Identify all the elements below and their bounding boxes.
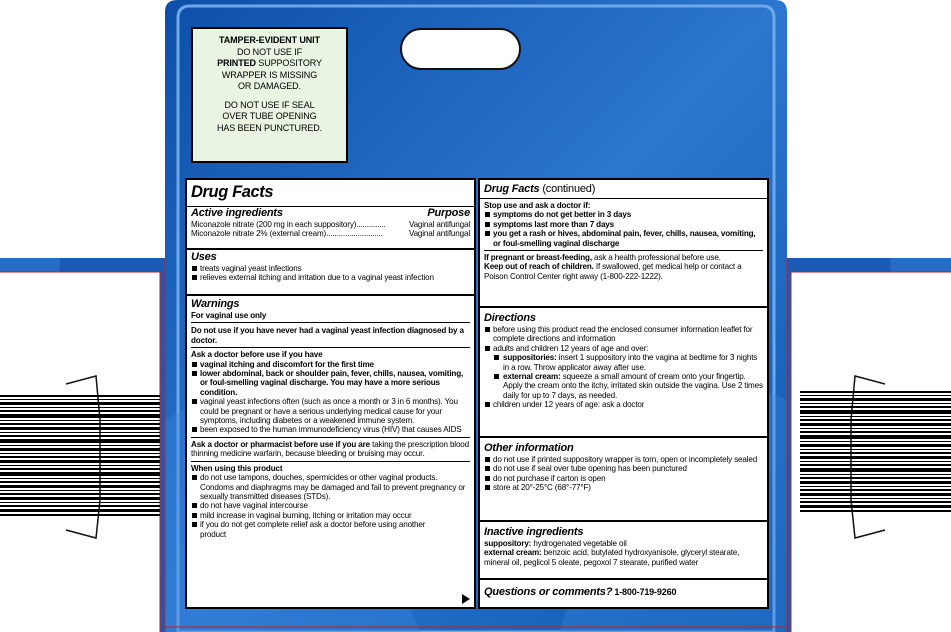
tamper-line: DO NOT USE IF SEAL xyxy=(224,99,315,110)
active-ingredients-heading: Active ingredients xyxy=(191,207,283,219)
tamper-line: DO NOT USE IF xyxy=(236,46,303,57)
active-ingredient-row: Miconazole nitrate 2% (external cream) ........................... Vaginal antifungal xyxy=(191,229,470,239)
continued-label: (continued) xyxy=(542,183,596,195)
tamper-line: HAS BEEN PUNCTURED. xyxy=(216,122,323,133)
stop-use-item: symptoms do not get better in 3 days xyxy=(484,210,763,219)
active-ingredients-section xyxy=(187,206,474,239)
drug-facts-continued-header xyxy=(480,180,767,196)
tamper-title: TAMPER-EVIDENT UNIT xyxy=(219,35,320,45)
inactive-ingredients-section xyxy=(480,520,767,567)
stop-use-item: symptoms last more than 7 days xyxy=(484,220,763,229)
drug-facts-continued-title: Drug Facts xyxy=(484,183,540,195)
active-ingredient-row: Miconazole nitrate (200 mg in each suppository) .............. Vaginal antifungal xyxy=(191,220,470,229)
pregnant-text: If pregnant or breast-feeding, ask a health professional before use. xyxy=(484,253,721,263)
directions-heading: Directions xyxy=(484,312,536,324)
uses-item: treats vaginal yeast infections xyxy=(191,264,470,273)
drug-facts-header xyxy=(187,180,474,207)
other-info-item: do not use if printed suppository wrapper is torn, open or incompletely sealed xyxy=(484,455,763,464)
tamper-line: OVER TUBE OPENING xyxy=(222,111,317,121)
when-using-item: do not use tampons, douches, spermicides or other vaginal products. Condoms and diaphragms may be damaged and fail to prevent pregnancy or sexually transmitted diseases (STDs). xyxy=(191,473,470,501)
inactive-cream: external cream: benzoic acid, butylated hydroxyanisole, glyceryl stearate, mineral oil, peglicol 5 oleate, pegoxol 7 stearate, purified water xyxy=(484,548,740,567)
other-info-item: do not purchase if carton is open xyxy=(484,474,763,483)
uses-heading: Uses xyxy=(191,251,217,263)
warnings-section xyxy=(187,294,474,539)
tamper-line: WRAPPER IS MISSING xyxy=(221,69,318,80)
do-not-use-text: Do not use if you have never had a vaginal yeast infection diagnosed by a doctor. xyxy=(191,326,464,345)
ask-doctor-item: vaginal itching and discomfort for the first time xyxy=(191,360,470,369)
ask-doctor-heading: Ask a doctor before use if you have xyxy=(191,350,323,360)
questions-phone: 1-800-719-9260 xyxy=(614,587,677,597)
warnings-heading: Warnings xyxy=(191,298,240,310)
when-using-item: if you do not get complete relief ask a doctor before using another product xyxy=(191,520,470,539)
directions-section xyxy=(480,306,767,410)
ask-doctor-item: lower abdominal, back or shoulder pain, fever, chills, nausea, vomiting, or foul-smelling vaginal discharge. You may have a more serious condition. xyxy=(191,369,470,397)
drug-facts-left-panel xyxy=(185,178,476,609)
directions-subitem: external cream: squeeze a small amount of cream onto your fingertip. Apply the cream onto the itchy, irritated skin outside the vagina. Use 2 times daily for up to 7 days, as needed. xyxy=(484,372,763,400)
when-using-heading: When using this product xyxy=(191,463,283,473)
inactive-suppository: suppository: hydrogenated vegetable oil xyxy=(484,539,627,548)
inactive-ingredients-heading: Inactive ingredients xyxy=(484,526,584,538)
ask-doctor-item: vaginal yeast infections often (such as once a month or 3 in 6 months). You could be pregnant or have a serious underlying medical cause for your symptoms, including diabetes or a weakened immune system. xyxy=(191,397,470,425)
directions-subitem: suppositories: insert 1 suppository into the vagina at bedtime for 3 nights in a row. Throw applicator away after use. xyxy=(484,353,763,372)
drug-facts-right-panel xyxy=(478,178,769,609)
when-using-item: mild increase in vaginal burning, itching or irritation may occur xyxy=(191,511,470,520)
tamper-line: OR DAMAGED. xyxy=(238,81,301,91)
purpose-heading: Purpose xyxy=(427,207,470,219)
continue-arrow-icon xyxy=(462,594,470,604)
directions-item: adults and children 12 years of age and over: xyxy=(484,344,763,353)
tamper-evident-box xyxy=(191,27,348,163)
drug-facts-title: Drug Facts xyxy=(191,183,274,201)
stop-use-section xyxy=(480,198,767,281)
directions-item: children under 12 years of age: ask a doctor xyxy=(484,400,763,409)
questions-heading: Questions or comments? xyxy=(484,586,613,598)
uses-item: relieves external itching and irritation due to a vaginal yeast infection xyxy=(191,273,470,282)
other-information-section xyxy=(480,436,767,493)
ask-doctor-item: been exposed to the human immunodeficiency virus (HIV) that causes AIDS xyxy=(191,425,470,434)
warnings-subheading: For vaginal use only xyxy=(191,311,267,320)
questions-section xyxy=(480,578,767,599)
stop-use-item: you get a rash or hives, abdominal pain, fever, chills, nausea, vomiting, or foul-smelling vaginal discharge xyxy=(484,229,763,248)
when-using-item: do not have vaginal intercourse xyxy=(191,501,470,510)
stop-use-heading: Stop use and ask a doctor if: xyxy=(484,201,591,210)
other-info-item: store at 20°-25°C (68°-77°F) xyxy=(484,483,763,492)
ask-pharmacist-text: Ask a doctor or pharmacist before use if you are taking the prescription blood thinning medicine warfarin, because bleeding or bruising may occur. xyxy=(191,439,470,459)
other-information-heading: Other information xyxy=(484,442,574,454)
directions-item: before using this product read the enclosed consumer information leaflet for complete directions and information xyxy=(484,325,763,344)
other-info-item: do not use if seal over tube opening has been punctured xyxy=(484,464,763,473)
keep-out-of-reach-text: Keep out of reach of children. If swallowed, get medical help or contact a Poison Control Center right away (1-800-222-1222). xyxy=(484,262,742,281)
tamper-line: PRINTED SUPPOSITORY xyxy=(217,58,322,68)
uses-section xyxy=(187,248,474,283)
tamper-printed-word: PRINTED xyxy=(217,58,256,68)
